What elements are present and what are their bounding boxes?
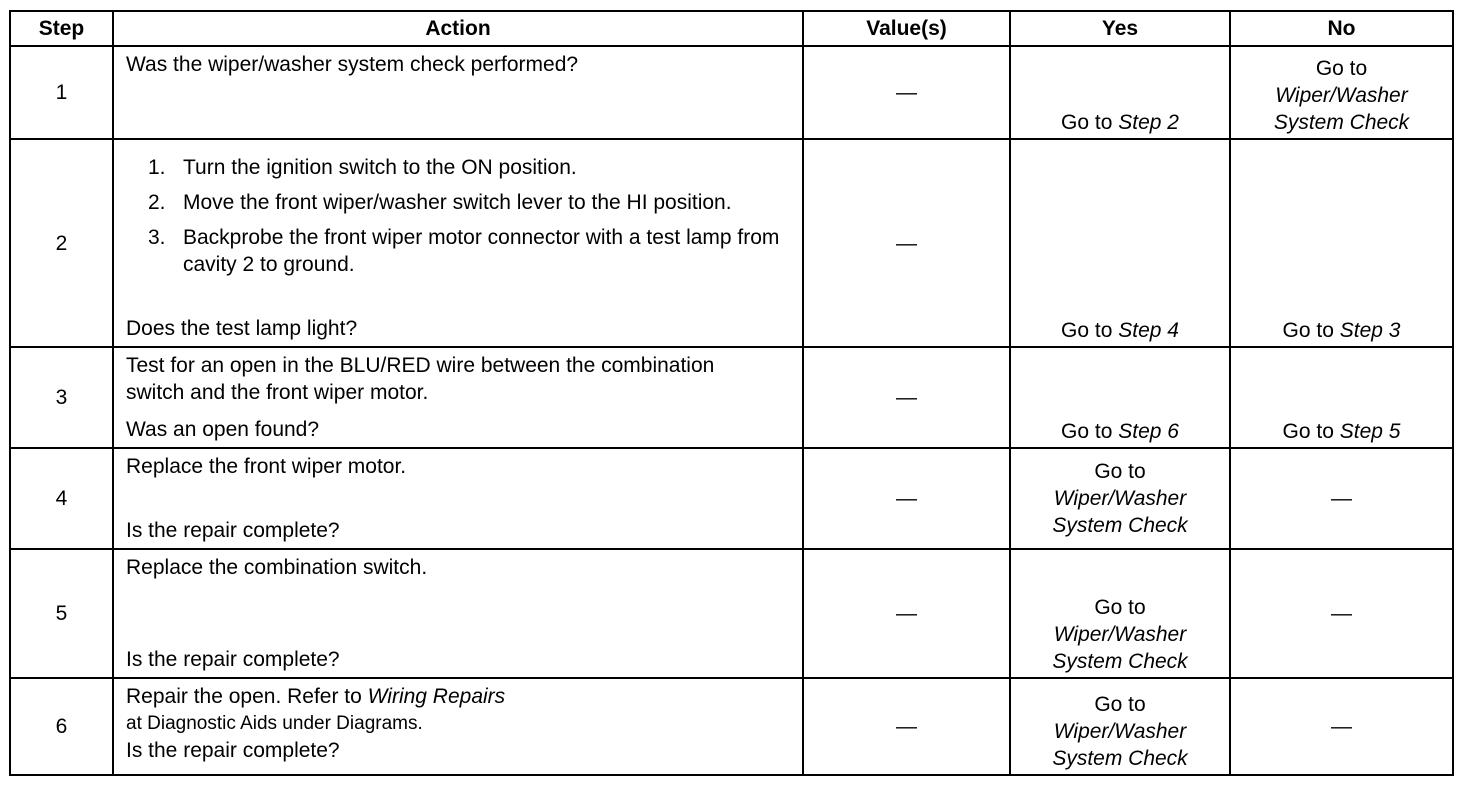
yes-cell	[1010, 46, 1230, 139]
action-line1	[126, 683, 794, 710]
step-number: 2	[10, 139, 113, 347]
no-dash: —	[1331, 602, 1352, 625]
table-row-step-1	[10, 46, 1453, 139]
list-item	[148, 189, 794, 216]
no-prefix: Go to	[1282, 420, 1340, 443]
value-dash: —	[896, 487, 917, 510]
action-text: Test for an open in the BLU/RED wire between the combination switch and the front wiper motor.	[126, 354, 715, 404]
no-link[interactable]: Step 5	[1339, 420, 1401, 443]
yes-cell	[1010, 139, 1230, 347]
table-row-step-4	[10, 448, 1453, 549]
yes-goto: Go to	[1094, 596, 1146, 619]
header-action: Action	[113, 11, 803, 46]
action-cell	[113, 549, 803, 678]
yes-goto: Go to	[1094, 460, 1146, 483]
action-cell	[113, 139, 803, 347]
yes-link-line1[interactable]: Wiper/Washer	[1053, 623, 1187, 646]
yes-link[interactable]: Step 2	[1118, 111, 1179, 134]
no-link-line1[interactable]: Wiper/Washer	[1275, 84, 1408, 107]
action-cell	[113, 347, 803, 448]
yes-link-line1[interactable]: Wiper/Washer	[1053, 720, 1187, 743]
yes-prefix: Go to	[1061, 420, 1119, 443]
value-dash: —	[896, 81, 917, 104]
action-question: Is the repair complete?	[126, 739, 340, 762]
step-number: 1	[10, 46, 113, 139]
step-number: 5	[10, 549, 113, 678]
no-cell	[1230, 139, 1453, 347]
header-no: No	[1230, 11, 1453, 46]
no-link[interactable]: Step 3	[1339, 319, 1401, 342]
yes-cell	[1010, 448, 1230, 549]
yes-cell	[1010, 549, 1230, 678]
no-cell	[1230, 549, 1453, 678]
no-prefix: Go to	[1282, 319, 1340, 342]
action-question: Was an open found?	[126, 418, 320, 441]
value-cell	[803, 678, 1010, 775]
no-goto: Go to	[1315, 57, 1368, 80]
yes-cell	[1010, 347, 1230, 448]
table-row-step-2	[10, 139, 1453, 347]
action-steps-list	[126, 154, 794, 278]
action-question: Does the test lamp light?	[126, 317, 358, 340]
no-link-line2[interactable]: System Check	[1273, 111, 1410, 134]
no-cell	[1230, 347, 1453, 448]
list-item	[148, 224, 794, 278]
yes-link-line1[interactable]: Wiper/Washer	[1053, 487, 1187, 510]
yes-link[interactable]: Step 4	[1118, 319, 1179, 342]
action-question: Is the repair complete?	[126, 519, 340, 542]
no-cell	[1230, 46, 1453, 139]
yes-link-line2[interactable]: System Check	[1052, 650, 1188, 673]
list-number: 2.	[148, 191, 166, 214]
list-text: Move the front wiper/washer switch lever to the HI position.	[183, 191, 732, 214]
yes-cell	[1010, 678, 1230, 775]
header-yes: Yes	[1010, 11, 1230, 46]
value-cell	[803, 46, 1010, 139]
list-item	[148, 154, 794, 181]
action-cell	[113, 46, 803, 139]
value-dash: —	[896, 231, 917, 255]
no-cell	[1230, 448, 1453, 549]
yes-link[interactable]: Step 6	[1118, 420, 1179, 443]
yes-prefix: Go to	[1061, 111, 1119, 134]
table-row-step-3	[10, 347, 1453, 448]
step-number: 3	[10, 347, 113, 448]
wiring-repairs-link[interactable]: Wiring Repairs	[367, 685, 506, 708]
header-step: Step	[10, 11, 113, 46]
list-text: Backprobe the front wiper motor connector with a test lamp from cavity 2 to ground.	[183, 226, 780, 276]
list-number: 1.	[148, 156, 166, 179]
list-text: Turn the ignition switch to the ON position.	[183, 156, 577, 179]
yes-link-line2[interactable]: System Check	[1052, 747, 1188, 770]
value-cell	[803, 139, 1010, 347]
action-text: Was the wiper/washer system check performed?	[126, 53, 579, 76]
action-cell	[113, 448, 803, 549]
value-dash: —	[896, 715, 917, 738]
table-row-step-6	[10, 678, 1453, 775]
action-line2: at Diagnostic Aids under Diagrams.	[126, 713, 423, 734]
value-cell	[803, 448, 1010, 549]
value-cell	[803, 347, 1010, 448]
value-dash: —	[896, 602, 917, 625]
step-number: 4	[10, 448, 113, 549]
action-text: Repair the open. Refer to	[126, 685, 368, 708]
list-number: 3.	[148, 226, 166, 249]
yes-goto: Go to	[1094, 693, 1146, 716]
header-values: Value(s)	[803, 11, 1010, 46]
action-question: Is the repair complete?	[126, 648, 340, 671]
step-number: 6	[10, 678, 113, 775]
action-text: Replace the combination switch.	[126, 556, 428, 579]
no-dash: —	[1331, 715, 1352, 738]
value-dash: —	[896, 386, 917, 409]
no-cell	[1230, 678, 1453, 775]
action-text: Replace the front wiper motor.	[126, 455, 407, 478]
diagnostic-table	[9, 10, 1454, 776]
table-row-step-5	[10, 549, 1453, 678]
header-row	[10, 11, 1453, 46]
no-dash: —	[1331, 487, 1352, 510]
yes-prefix: Go to	[1061, 319, 1119, 342]
action-cell	[113, 678, 803, 775]
value-cell	[803, 549, 1010, 678]
yes-link-line2[interactable]: System Check	[1052, 514, 1188, 537]
